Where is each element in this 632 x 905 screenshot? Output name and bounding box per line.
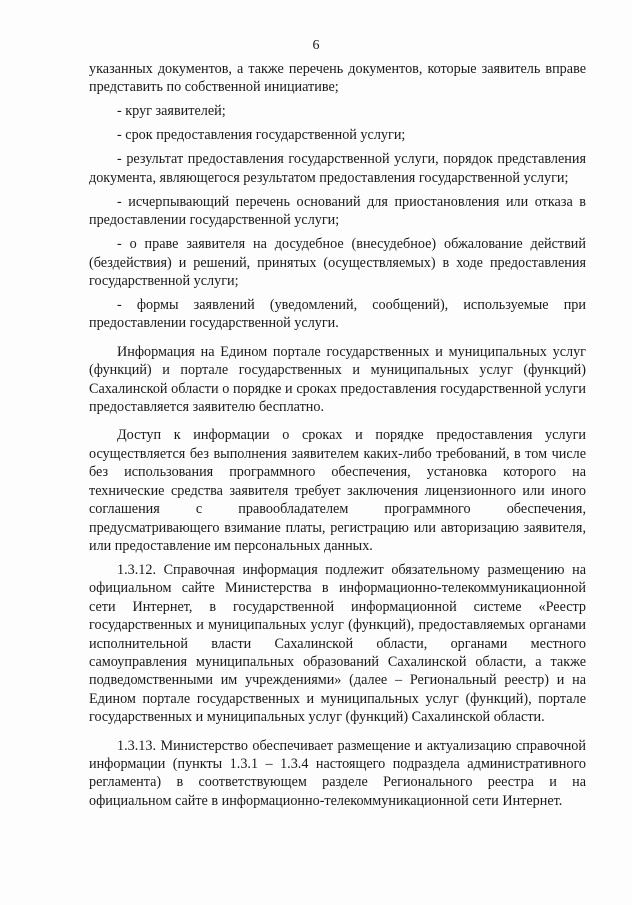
paragraph: Информация на Едином портале государственных и муниципальных услуг (функций) и портале государственных и муниципальных услуг (функций) Сахалинской области о порядке и сроках предоставления государственной услуги предоставляется заявителю бесплатно. [89,343,586,416]
document-body [89,60,586,816]
list-item: - о праве заявителя на досудебное (внесудебное) обжалование действий (бездействия) и решений, принятых (осуществляемых) в ходе предоставления государственной услуги; [89,236,586,290]
paragraph: 1.3.12. Справочная информация подлежит обязательному размещению на официальном сайте Министерства в информационно-телекоммуникационной сети Интернет, в государственной информационной системе «Реестр государственных и муниципальных услуг (функций), предоставляемых органами исполнительной власти Сахалинской области, органами местного самоуправления муниципальных образований Сахалинской области, а также подведомственными им учреждениями» (далее – Региональный реестр) и на Едином портале государственных и муниципальных услуг (функций), портале государственных и муниципальных услуг (функций) Сахалинской области. [89,561,586,726]
list-item: - результат предоставления государственной услуги, порядок представления документа, являющегося результатом предоставления государственной услуги; [89,151,586,186]
paragraph: указанных документов, а также перечень документов, которые заявитель вправе представить по собственной инициативе; [89,61,586,96]
paragraph: 1.3.13. Министерство обеспечивает размещение и актуализацию справочной информации (пункты 1.3.1 – 1.3.4 настоящего подраздела административного регламента) в соответствующем разделе Регионального реестра и на официальном сайте в информационно-телекоммуникационной сети Интернет. [89,737,586,809]
list-item: - срок предоставления государственной услуги; [117,127,406,144]
list-item: - круг заявителей; [117,103,226,120]
page-number: 6 [312,38,320,53]
list-item: - исчерпывающий перечень оснований для приостановления или отказа в предоставлении государственной услуги; [89,193,586,229]
paragraph: Доступ к информации о сроках и порядке предоставления услуги осуществляется без выполнения заявителем каких-либо требований, в том числе без использования программного обеспечения, установка которого на технические средства заявителя требует заключения лицензионного или иного соглашения с правообладателем программного обеспечения, предусматривающего взимание платы, регистрацию или авторизацию заявителя, или предоставление им персональных данных. [89,427,586,554]
list-item: - формы заявлений (уведомлений, сообщений), используемые при предоставлении государственной услуги. [89,297,586,332]
